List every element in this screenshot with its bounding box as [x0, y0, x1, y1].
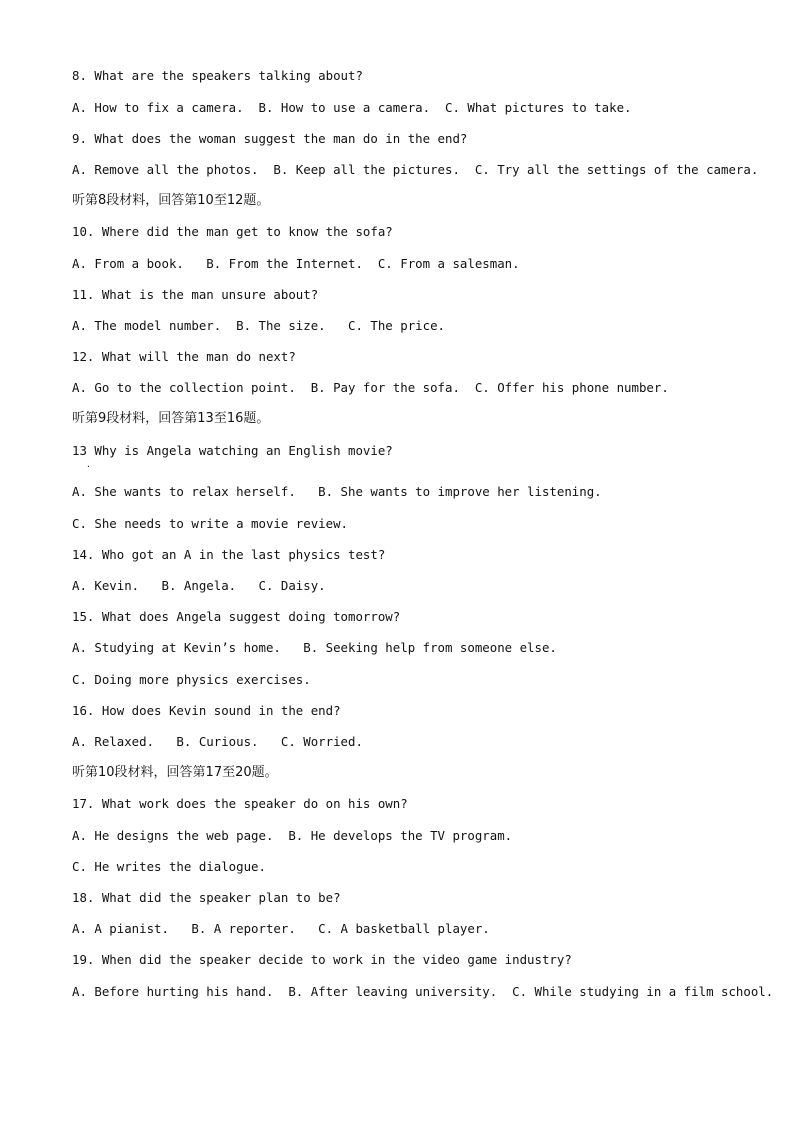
options-13-a-b: A. She wants to relax herself. B. She wants to improve her listening.	[72, 484, 602, 499]
question-11: 11. What is the man unsure about?	[72, 287, 319, 302]
options-17-c: C. He writes the dialogue.	[72, 859, 266, 874]
options-15-c: C. Doing more physics exercises.	[72, 672, 311, 687]
options-11: A. The model number. B. The size. C. The price.	[72, 318, 445, 333]
question-12: 12. What will the man do next?	[72, 349, 296, 364]
question-14: 14. Who got an A in the last physics test?	[72, 547, 386, 562]
options-8: A. How to fix a camera. B. How to use a camera. C. What pictures to take.	[72, 100, 632, 115]
options-10: A. From a book. B. From the Internet. C. From a salesman.	[72, 256, 520, 271]
question-10: 10. Where did the man get to know the sofa?	[72, 224, 393, 239]
question-13: 13 Why is Angela watching an English movie?	[72, 443, 393, 458]
options-9: A. Remove all the photos. B. Keep all the pictures. C. Try all the settings of the camera.	[72, 162, 759, 177]
question-17: 17. What work does the speaker do on his own?	[72, 796, 408, 811]
options-16: A. Relaxed. B. Curious. C. Worried.	[72, 734, 363, 749]
question-15: 15. What does Angela suggest doing tomorrow?	[72, 609, 401, 624]
section-heading-9: 听第9段材料，回答第13至16题。	[72, 411, 270, 426]
options-14: A. Kevin. B. Angela. C. Daisy.	[72, 578, 326, 593]
section-heading-8: 听第8段材料，回答第10至12题。	[72, 193, 270, 208]
question-18: 18. What did the speaker plan to be?	[72, 890, 341, 905]
options-12: A. Go to the collection point. B. Pay for the sofa. C. Offer his phone number.	[72, 380, 669, 395]
options-17-a-b: A. He designs the web page. B. He develops the TV program.	[72, 828, 513, 843]
options-19: A. Before hurting his hand. B. After leaving university. C. While studying in a film school.	[72, 984, 774, 999]
options-13-c: C. She needs to write a movie review.	[72, 516, 349, 531]
options-15-a-b: A. Studying at Kevin’s home. B. Seeking help from someone else.	[72, 640, 557, 655]
question-9: 9. What does the woman suggest the man do in the end?	[72, 131, 468, 146]
question-19: 19. When did the speaker decide to work in the video game industry?	[72, 952, 572, 967]
question-16: 16. How does Kevin sound in the end?	[72, 703, 341, 718]
question-8: 8. What are the speakers talking about?	[72, 68, 363, 83]
stray-mark: ·	[86, 462, 91, 471]
section-heading-10: 听第10段材料，回答第17至20题。	[72, 765, 278, 780]
options-18: A. A pianist. B. A reporter. C. A basketball player.	[72, 921, 490, 936]
